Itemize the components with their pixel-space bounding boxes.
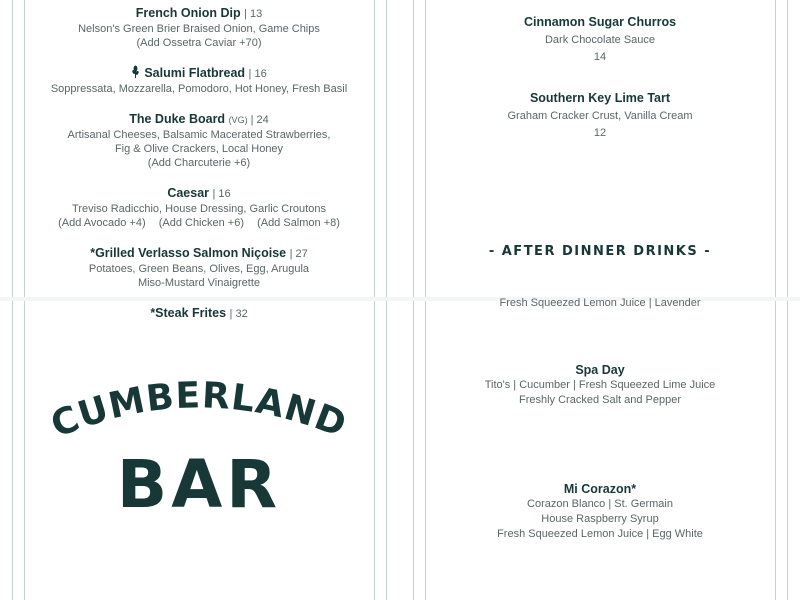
item-name: Cinnamon Sugar Churros: [523, 15, 677, 29]
drink-description-partial: Fresh Squeezed Lemon Juice | Lavender: [499, 297, 701, 309]
logo-line2: BAR: [116, 446, 282, 523]
item-name: Spa Day: [575, 363, 625, 377]
logo-line1: CUMBERLAND: [45, 375, 353, 447]
section-heading: - AFTER DINNER DRINKS -: [488, 244, 712, 259]
item-description: Soppressata, Mozzarella, Pomodoro, Hot Honey, Fresh Basil: [50, 83, 348, 95]
item-price: | 16: [212, 188, 231, 200]
menu-item: [425, 90, 775, 140]
item-name: The Duke Board: [129, 112, 226, 126]
item-price: | 27: [289, 248, 308, 260]
menu-item: [24, 65, 374, 96]
item-addon: (Add Salmon +8): [257, 217, 340, 229]
item-description: Fresh Squeezed Lemon Juice | Egg White: [497, 528, 703, 540]
item-addons: [24, 216, 374, 230]
menu-item: [24, 245, 374, 290]
item-addon: (Add Avocado +4): [58, 217, 146, 229]
svg-text:CUMBERLAND: [45, 375, 352, 446]
item-price: | 16: [248, 68, 267, 80]
drinks-menu-panel: [425, 296, 775, 542]
menu-item: [24, 5, 374, 50]
item-price: 14: [593, 51, 607, 63]
item-description: Miso-Mustard Vinaigrette: [137, 277, 261, 289]
sprig-icon: [131, 65, 140, 79]
item-name: Caesar: [167, 186, 210, 200]
item-description: Tito's | Cucumber | Fresh Squeezed Lime Juice: [484, 379, 716, 391]
item-description: House Raspberry Syrup: [541, 513, 659, 525]
menu-item: [425, 14, 775, 64]
logo-arc-wordmark: [24, 300, 374, 460]
item-name: Mi Corazon*: [563, 482, 637, 496]
item-description: Dark Chocolate Sauce: [544, 34, 656, 46]
item-price: 12: [593, 127, 607, 139]
item-description: Fig & Olive Crackers, Local Honey: [114, 143, 284, 155]
item-addon: (Add Ossetra Caviar +70): [136, 37, 262, 49]
item-description: Potatoes, Green Beans, Olives, Egg, Arugula: [88, 263, 310, 275]
vegetarian-tag: (VG): [228, 115, 248, 125]
item-name: *Grilled Verlasso Salmon Niçoise: [90, 246, 287, 260]
item-name: French Onion Dip: [135, 6, 241, 20]
item-name: *Steak Frites: [150, 306, 227, 320]
item-name: Salumi Flatbread: [144, 66, 246, 80]
item-description: Artisanal Cheeses, Balsamic Macerated Strawberries,: [67, 129, 331, 141]
item-name: Southern Key Lime Tart: [529, 91, 671, 105]
item-price: | 32: [229, 308, 248, 320]
menu-item: [425, 481, 775, 542]
item-price: | 13: [244, 8, 263, 20]
item-description: Freshly Cracked Salt and Pepper: [518, 394, 682, 406]
menu-item: [425, 362, 775, 408]
item-price: | 24: [250, 114, 269, 126]
item-description: Nelson's Green Brier Braised Onion, Game Chips: [78, 23, 320, 35]
item-description: Treviso Radicchio, House Dressing, Garlic Croutons: [72, 203, 326, 215]
item-description: Corazon Blanco | St. Germain: [527, 498, 673, 510]
menu-item: [24, 111, 374, 170]
item-addon: (Add Chicken +6): [158, 217, 244, 229]
item-description: Graham Cracker Crust, Vanilla Cream: [507, 110, 693, 122]
dessert-menu-panel: [425, 14, 775, 140]
item-addon: (Add Charcuterie +6): [147, 157, 251, 169]
menu-item: [24, 185, 374, 230]
bar-logo: [24, 300, 374, 600]
food-menu-panel: [24, 0, 374, 320]
